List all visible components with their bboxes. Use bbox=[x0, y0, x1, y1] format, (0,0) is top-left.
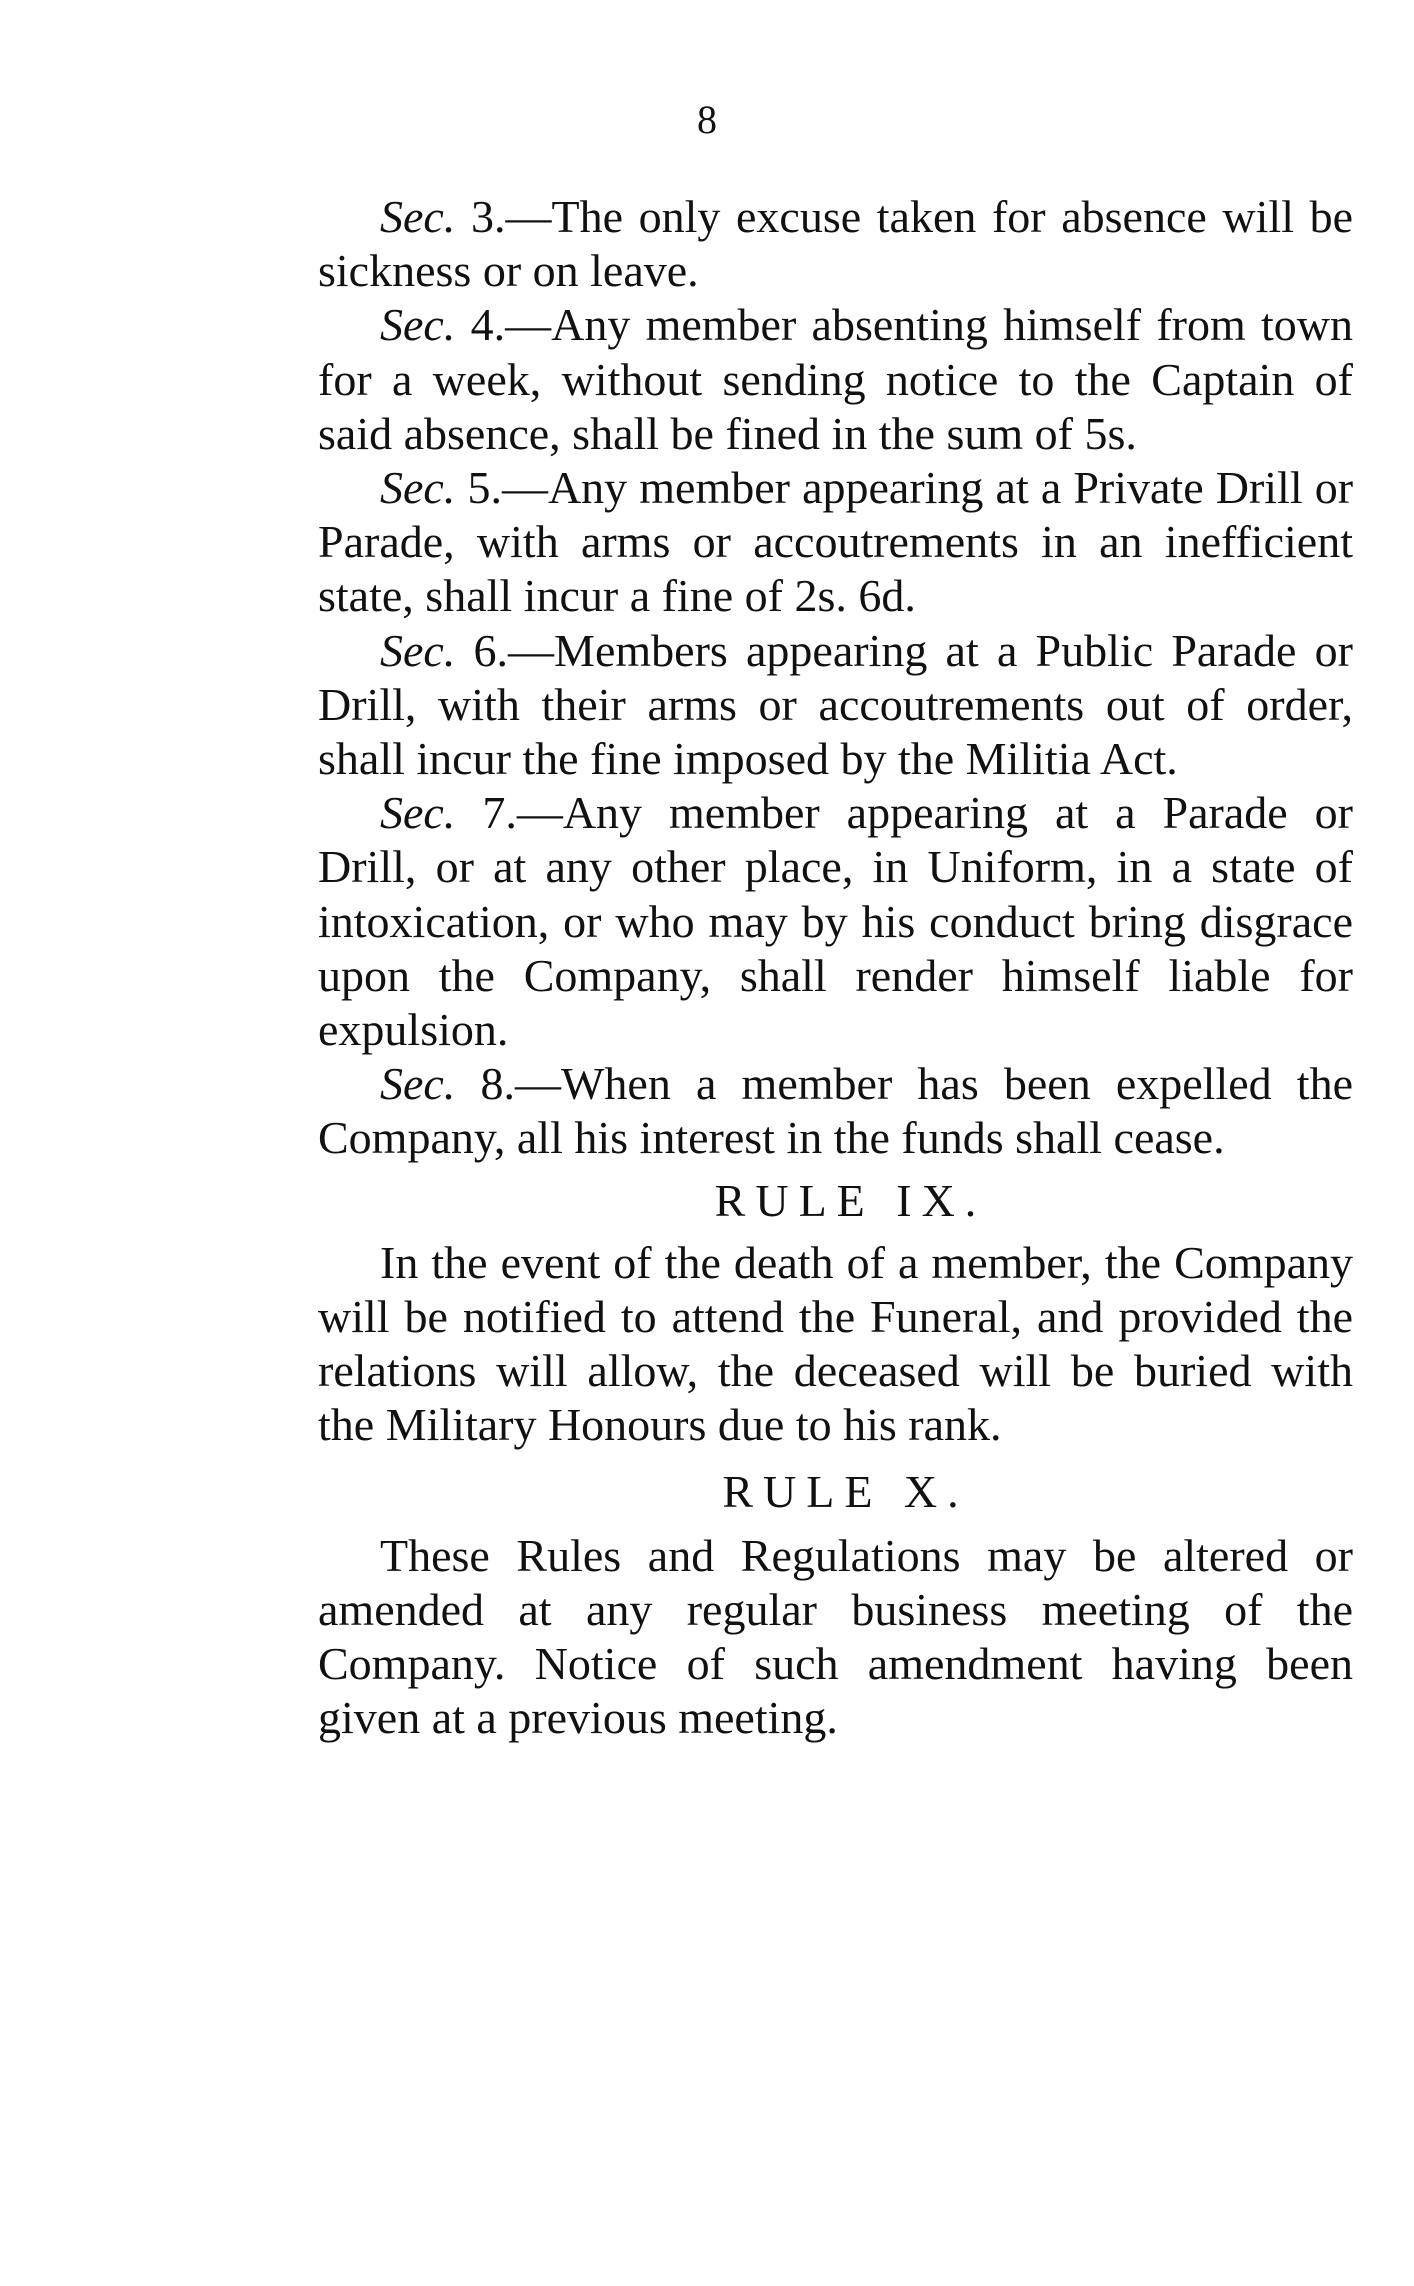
document-body bbox=[318, 190, 1353, 1746]
rule-ix-paragraph: In the event of the death of a member, the Company will be notified to attend the Funeral, and provided the relations will allow, the deceased will be buried with the Military Honours due to his rank. bbox=[318, 1236, 1353, 1451]
section-label: Sec. bbox=[380, 299, 456, 351]
rule-x-paragraph: These Rules and Regulations may be altered or amended at any regular business meeting of the Company. Notice of such amendment having been given at a previous meeting. bbox=[318, 1529, 1353, 1744]
section-text: —Any member absenting himself from town for a week, without sending notice to the Captain of said absence, shall be fined in the sum of 5s. bbox=[318, 299, 1354, 459]
section-number: 3. bbox=[470, 191, 506, 242]
section-text: —The only excuse taken for absence will be sickness or on leave. bbox=[318, 191, 1354, 297]
section-paragraph-3 bbox=[318, 190, 1353, 298]
section-label: Sec. bbox=[380, 191, 456, 242]
section-text: —Members appearing at a Public Parade or Drill, with their arms or accoutrements out of order, shall incur the fine imposed by the Militia Act. bbox=[318, 624, 1353, 785]
section-number: 8. bbox=[480, 1058, 515, 1110]
section-number: 4. bbox=[470, 299, 506, 351]
section-label: Sec. bbox=[380, 787, 456, 839]
section-label: Sec. bbox=[380, 624, 456, 676]
section-paragraph-7 bbox=[318, 786, 1353, 1057]
section-text: —Any member appearing at a Private Drill or Parade, with arms or accoutrements in an inefficient state, shall incur a fine of 2s. 6d. bbox=[318, 462, 1354, 622]
rule-x-heading: RULE X. bbox=[722, 1465, 969, 1517]
section-paragraph-4 bbox=[318, 298, 1353, 461]
section-text: —Any member appearing at a Parade or Drill, or at any other place, in Uniform, in a state of intoxication, or who may by his conduct bring disgrace upon the Company, shall render himself liable for expulsion. bbox=[318, 787, 1353, 1056]
page-number: 8 bbox=[697, 97, 717, 142]
section-number: 6. bbox=[473, 624, 509, 676]
section-paragraph-6 bbox=[318, 624, 1353, 787]
section-number: 5. bbox=[467, 462, 502, 514]
section-text: —When a member has been expelled the Company, all his interest in the funds shall cease. bbox=[318, 1058, 1354, 1164]
rule-ix-heading: RULE IX. bbox=[714, 1174, 987, 1226]
section-label: Sec. bbox=[380, 462, 456, 514]
section-number: 7. bbox=[482, 787, 517, 839]
section-paragraph-8 bbox=[318, 1057, 1353, 1165]
section-label: Sec. bbox=[380, 1058, 456, 1110]
section-paragraph-5 bbox=[318, 461, 1353, 624]
